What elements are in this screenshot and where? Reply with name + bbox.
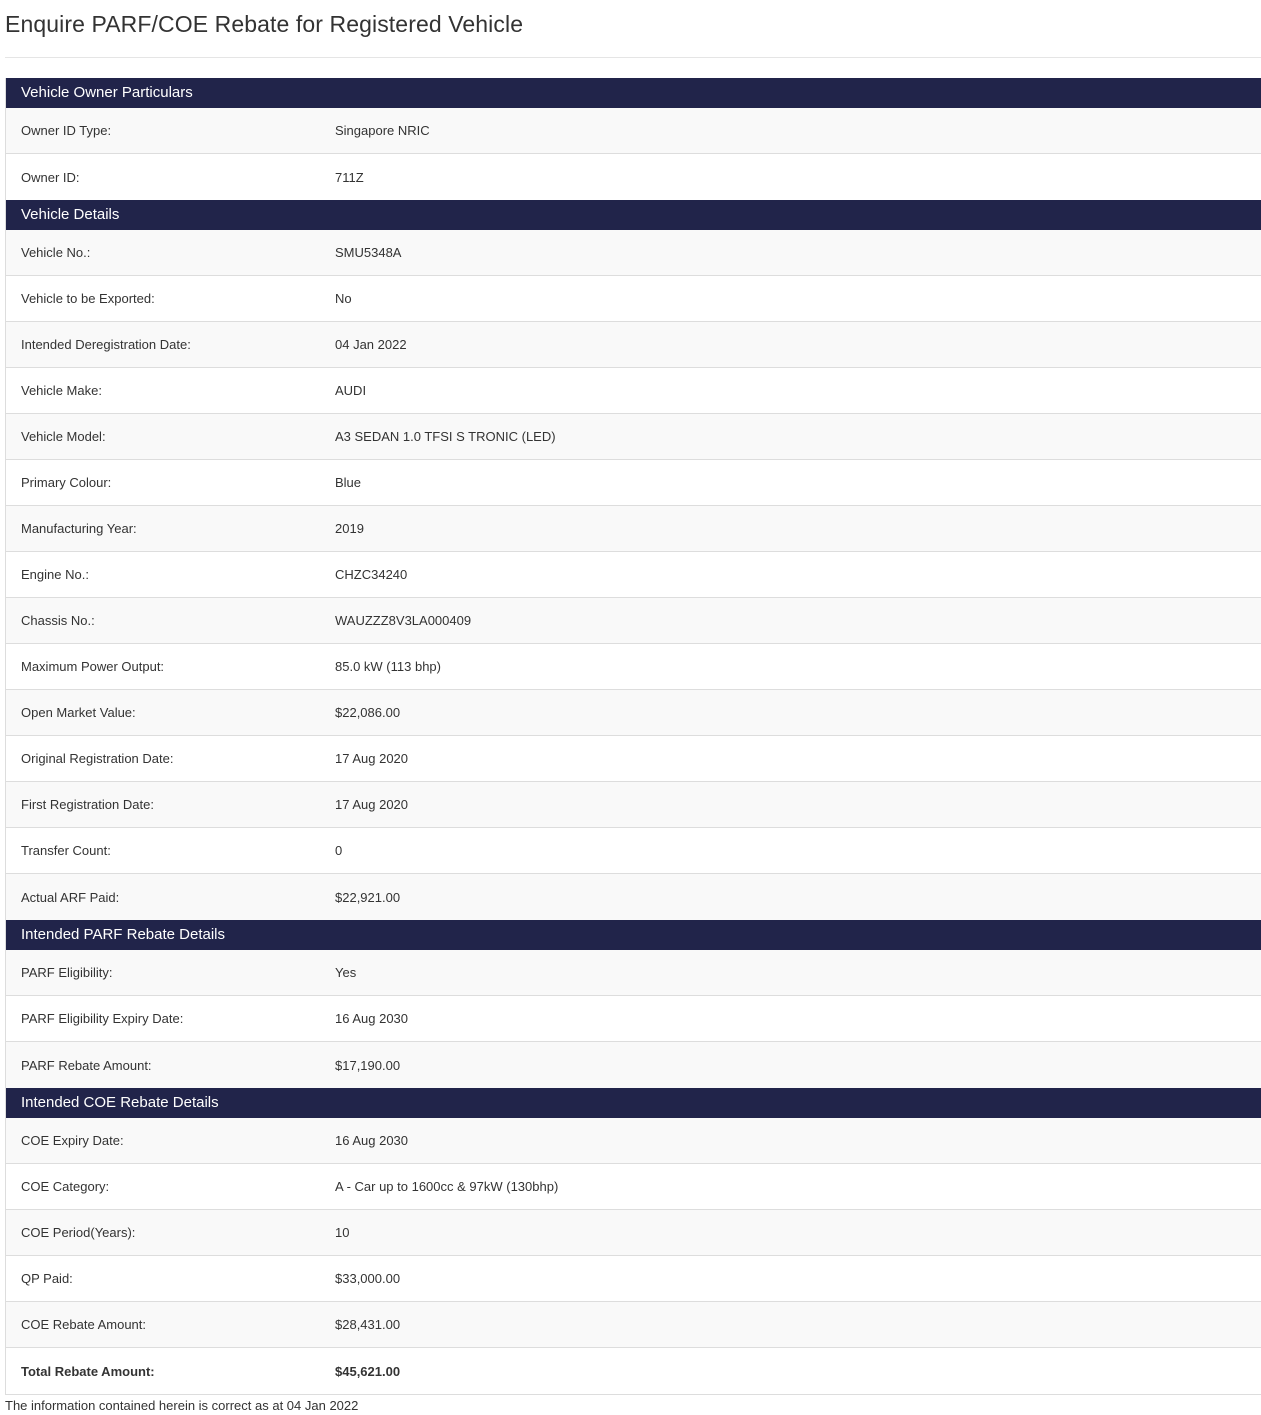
field-value: 85.0 kW (113 bhp): [335, 659, 441, 674]
field-value: 17 Aug 2020: [335, 751, 409, 766]
field-label: COE Category:: [21, 1179, 110, 1194]
field-label: COE Period(Years):: [21, 1225, 136, 1240]
field-value: A - Car up to 1600cc & 97kW (130bhp): [335, 1179, 559, 1194]
field-label: Manufacturing Year:: [21, 521, 137, 536]
detail-row-parf-rebate-amount: [6, 1042, 1261, 1088]
field-value: CHZC34240: [335, 567, 408, 582]
field-label: Actual ARF Paid:: [21, 889, 120, 905]
detail-row-coe-rebate-amount: [6, 1302, 1261, 1348]
detail-row-coe-category: [6, 1164, 1261, 1210]
detail-row-first-registration-date: [6, 782, 1261, 828]
field-label: PARF Eligibility Expiry Date:: [21, 1011, 184, 1026]
field-label: COE Rebate Amount:: [21, 1317, 147, 1332]
field-label: Total Rebate Amount:: [21, 1363, 155, 1379]
field-value: 2019: [335, 521, 364, 536]
detail-row-chassis-no: [6, 598, 1261, 644]
field-label: Vehicle Model:: [21, 429, 106, 444]
field-value: $33,000.00: [335, 1271, 401, 1286]
field-label: First Registration Date:: [21, 797, 154, 812]
field-label: Chassis No.:: [21, 613, 95, 628]
page-title: Enquire PARF/COE Rebate for Registered Vehicle: [5, 11, 524, 37]
title-divider: [5, 57, 1261, 58]
field-label: PARF Rebate Amount:: [21, 1057, 152, 1073]
field-value: AUDI: [335, 383, 367, 398]
detail-row-transfer-count: [6, 828, 1261, 874]
field-value: 0: [335, 843, 343, 858]
detail-row-parf-eligibility-expiry-date: [6, 996, 1261, 1042]
field-value: 04 Jan 2022: [335, 337, 407, 352]
detail-row-vehicle-model: [6, 414, 1261, 460]
field-value: 17 Aug 2020: [335, 797, 409, 812]
detail-row-coe-period-years: [6, 1210, 1261, 1256]
field-value: 10: [335, 1225, 350, 1240]
detail-row-engine-no: [6, 552, 1261, 598]
field-label: Vehicle to be Exported:: [21, 291, 155, 306]
detail-row-primary-colour: [6, 460, 1261, 506]
field-label: Vehicle No.:: [21, 245, 91, 260]
detail-row-maximum-power-output: [6, 644, 1261, 690]
field-label: Owner ID Type:: [21, 123, 112, 138]
rebate-details-panel: [5, 78, 1261, 1395]
field-label: Vehicle Make:: [21, 383, 102, 398]
field-value: 16 Aug 2030: [335, 1133, 409, 1148]
section-header-intended-coe-rebate-details: Intended COE Rebate Details: [6, 1088, 1261, 1118]
data-as-at-note: The information contained herein is correct as at 04 Jan 2022: [5, 1398, 359, 1413]
field-value: $28,431.00: [335, 1317, 401, 1332]
detail-row-total-rebate-amount: [6, 1348, 1261, 1394]
field-label: Engine No.:: [21, 567, 89, 582]
field-value: Singapore NRIC: [335, 123, 430, 138]
field-value: Yes: [335, 965, 357, 980]
field-value: $22,086.00: [335, 705, 401, 720]
field-label: Maximum Power Output:: [21, 659, 165, 674]
section-header-intended-parf-rebate-details: Intended PARF Rebate Details: [6, 920, 1261, 950]
detail-row-coe-expiry-date: [6, 1118, 1261, 1164]
detail-row-original-registration-date: [6, 736, 1261, 782]
field-value: $17,190.00: [335, 1057, 401, 1073]
detail-row-manufacturing-year: [6, 506, 1261, 552]
detail-row-qp-paid: [6, 1256, 1261, 1302]
field-label: Intended Deregistration Date:: [21, 337, 191, 352]
field-value: SMU5348A: [335, 245, 402, 260]
section-header-vehicle-owner-particulars: Vehicle Owner Particulars: [6, 78, 1261, 108]
detail-row-intended-deregistration-date: [6, 322, 1261, 368]
detail-row-owner-id: [6, 154, 1261, 200]
field-value: No: [335, 291, 352, 306]
field-value: A3 SEDAN 1.0 TFSI S TRONIC (LED): [335, 429, 556, 444]
field-label: Owner ID:: [21, 169, 80, 185]
section-header-vehicle-details: Vehicle Details: [6, 200, 1261, 230]
field-label: Original Registration Date:: [21, 751, 174, 766]
field-value: $22,921.00: [335, 889, 401, 905]
field-value: 711Z: [335, 169, 364, 185]
field-label: QP Paid:: [21, 1271, 73, 1286]
field-value: 16 Aug 2030: [335, 1011, 409, 1026]
field-label: PARF Eligibility:: [21, 965, 113, 980]
field-value: WAUZZZ8V3LA000409: [335, 613, 472, 628]
field-label: Open Market Value:: [21, 705, 136, 720]
detail-row-vehicle-make: [6, 368, 1261, 414]
field-label: COE Expiry Date:: [21, 1133, 124, 1148]
detail-row-vehicle-to-be-exported: [6, 276, 1261, 322]
detail-row-owner-id-type: [6, 108, 1261, 154]
field-label: Primary Colour:: [21, 475, 112, 490]
detail-row-vehicle-no: [6, 230, 1261, 276]
field-value: Blue: [335, 475, 362, 490]
detail-row-actual-arf-paid: [6, 874, 1261, 920]
field-label: Transfer Count:: [21, 843, 111, 858]
detail-row-parf-eligibility: [6, 950, 1261, 996]
field-value: $45,621.00: [335, 1363, 401, 1379]
detail-row-open-market-value: [6, 690, 1261, 736]
